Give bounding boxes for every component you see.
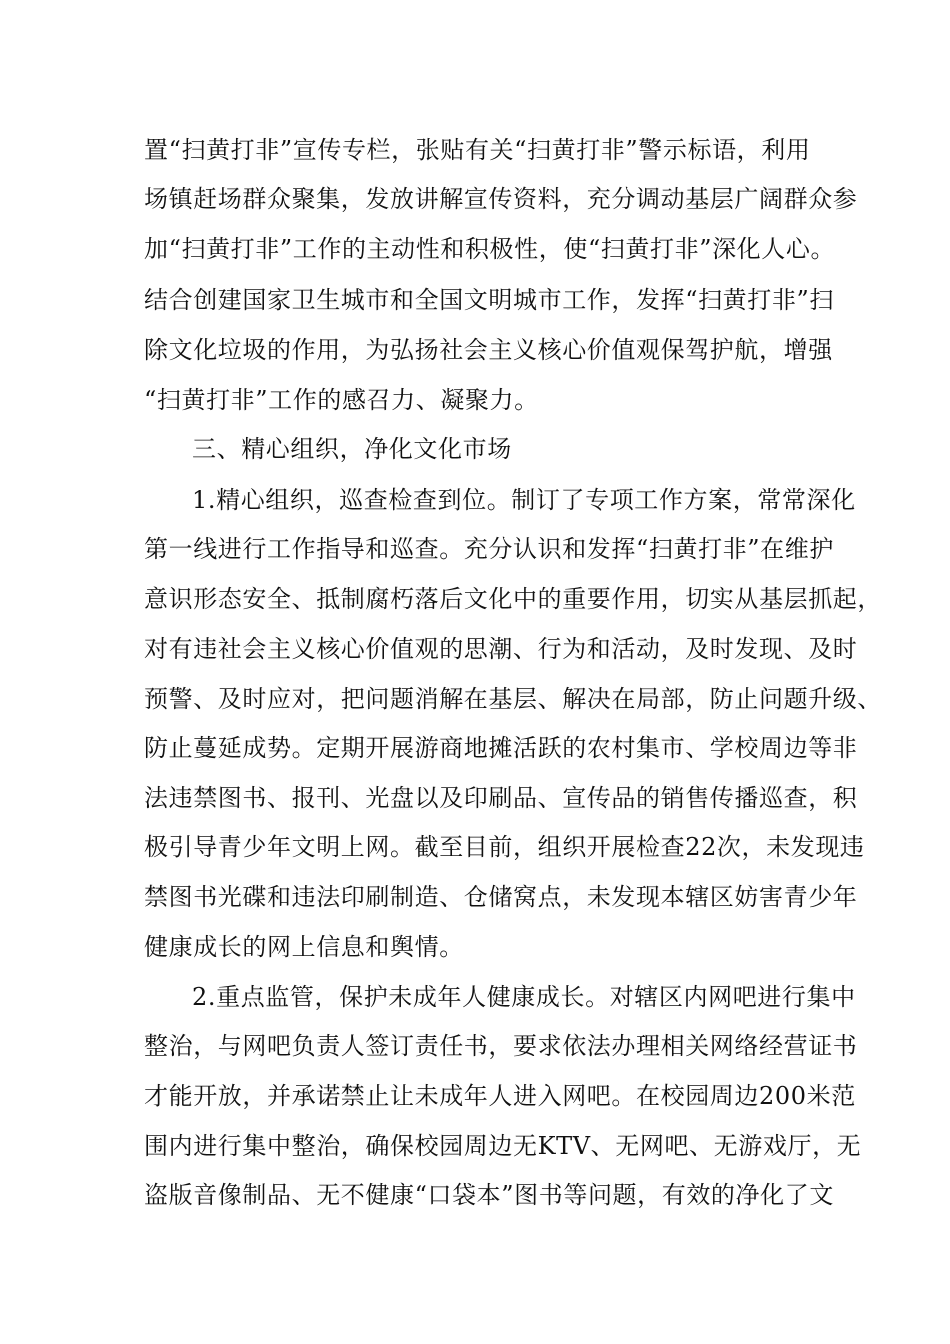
text-line: 场镇赶场群众聚集，发放讲解宣传资料，充分调动基层广阔群众参 (144, 185, 858, 213)
text-line: 加“扫黄打非”工作的主动性和积极性，使“扫黄打非”深化人心。 (144, 235, 836, 263)
text-line: 除文化垃圾的作用，为弘扬社会主义核心价值观保驾护航，增强 (144, 336, 833, 364)
text-line: 预警、及时应对，把问题消解在基层、解决在局部，防止问题升级、 (144, 685, 882, 713)
text-line: 防止蔓延成势。定期开展游商地摊活跃的农村集市、学校周边等非 (144, 734, 858, 762)
text-line: 2.重点监管，保护未成年人健康成长。对辖区内网吧进行集中 (192, 983, 856, 1011)
text-line: 盗版音像制品、无不健康“口袋本”图书等问题，有效的净化了文 (144, 1181, 834, 1209)
text-line: 禁图书光碟和违法印刷制造、仓储窝点，未发现本辖区妨害青少年 (144, 883, 858, 911)
text-line: 才能开放，并承诺禁止让未成年人进入网吧。在校园周边200米范 (144, 1082, 856, 1110)
text-line: 意识形态安全、抵制腐朽落后文化中的重要作用，切实从基层抓起， (144, 585, 882, 613)
text-line: 整治，与网吧负责人签订责任书，要求依法办理相关网络经营证书 (144, 1032, 858, 1060)
section-heading: 三、精心组织，净化文化市场 (192, 435, 512, 463)
text-line: 对有违社会主义核心价值观的思潮、行为和活动，及时发现、及时 (144, 635, 858, 663)
text-line: 极引导青少年文明上网。截至目前，组织开展检查22次，未发现违 (144, 833, 865, 861)
text-line: 围内进行集中整治，确保校园周边无KTV、无网吧、无游戏厅，无 (144, 1132, 862, 1160)
text-line: 结合创建国家卫生城市和全国文明城市工作，发挥“扫黄打非”扫 (144, 286, 834, 314)
text-line: 健康成长的网上信息和舆情。 (144, 933, 464, 961)
text-line: 法违禁图书、报刊、光盘以及印刷品、宣传品的销售传播巡查，积 (144, 784, 858, 812)
text-line: 1.精心组织，巡查检查到位。制订了专项工作方案，常常深化 (192, 486, 856, 514)
text-line: 置“扫黄打非”宣传专栏，张贴有关“扫黄打非”警示标语，利用 (144, 136, 811, 164)
text-line: 第一线进行工作指导和巡查。充分认识和发挥“扫黄打非”在维护 (144, 535, 834, 563)
text-line: “扫黄打非”工作的感召力、凝聚力。 (144, 386, 539, 414)
